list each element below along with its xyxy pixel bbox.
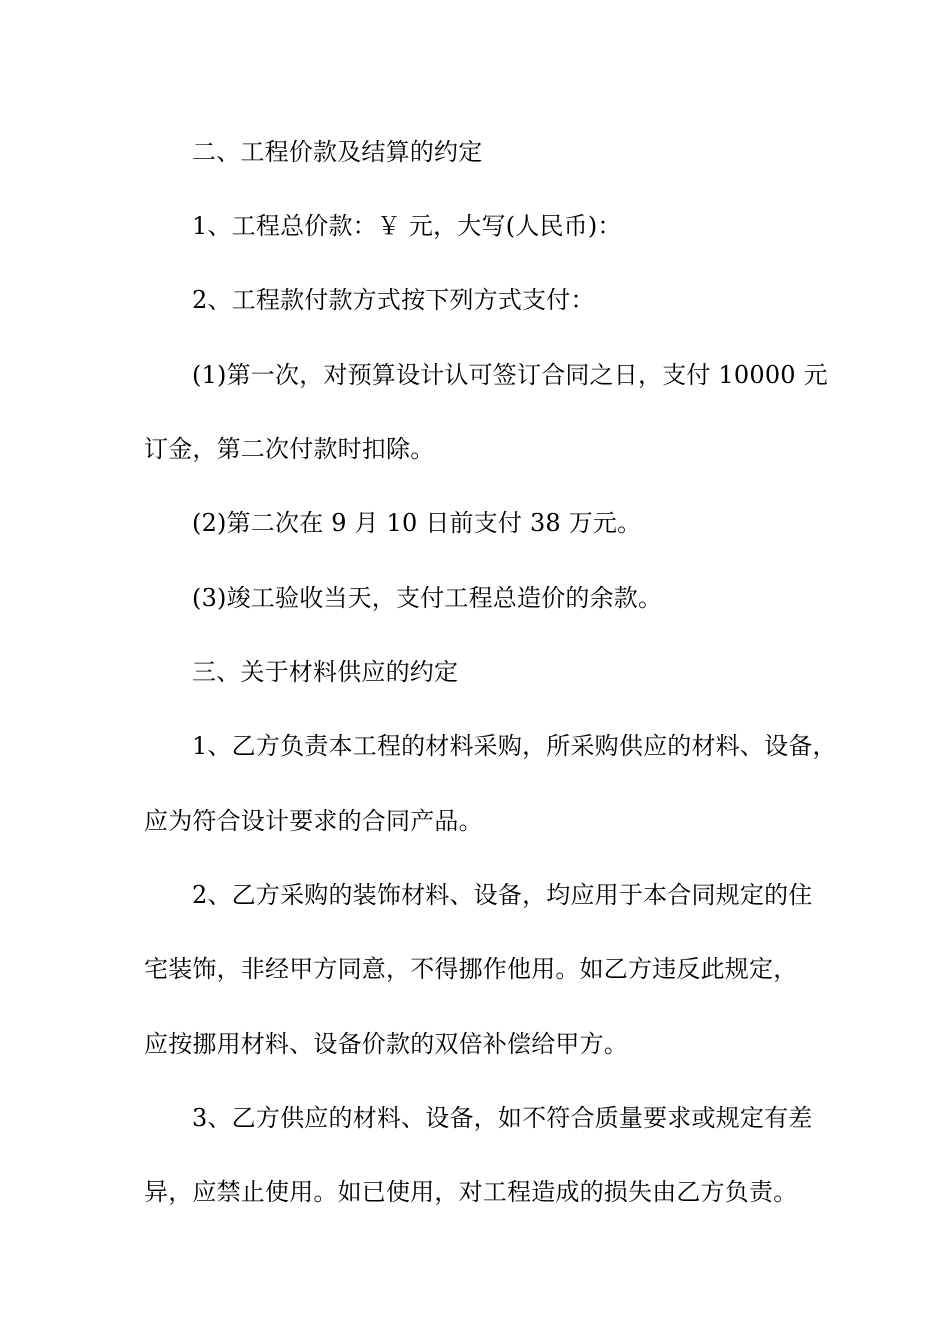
paragraph-material-use: 2、乙方采购的装饰材料、设备，均应用于本合同规定的住 (192, 881, 813, 909)
paragraph-total-price: 1、工程总价款：￥ 元，大写(人民币)： (192, 212, 622, 240)
paragraph-material-use-compensation: 应按挪用材料、设备价款的双倍补偿给甲方。 (144, 1030, 628, 1058)
section-heading-material-supply: 三、关于材料供应的约定 (192, 658, 459, 686)
paragraph-first-payment: (1)第一次，对预算设计认可签订合同之日，支付 10000 元 (192, 361, 828, 389)
paragraph-material-procurement-continued: 应为符合设计要求的合同产品。 (144, 807, 483, 835)
paragraph-second-payment: (2)第二次在 9 月 10 日前支付 38 万元。 (192, 509, 642, 537)
paragraph-payment-method: 2、工程款付款方式按下列方式支付： (192, 286, 595, 314)
paragraph-material-quality: 3、乙方供应的材料、设备，如不符合质量要求或规定有差 (192, 1104, 813, 1132)
paragraph-final-payment: (3)竣工验收当天，支付工程总造价的余款。 (192, 584, 663, 612)
paragraph-material-quality-continued: 异，应禁止使用。如已使用，对工程造成的损失由乙方负责。 (144, 1178, 798, 1206)
paragraph-material-use-continued: 宅装饰，非经甲方同意，不得挪作他用。如乙方违反此规定， (144, 955, 798, 983)
paragraph-material-procurement: 1、乙方负责本工程的材料采购，所采购供应的材料、设备， (192, 732, 837, 760)
section-heading-price-settlement: 二、工程价款及结算的约定 (192, 138, 483, 166)
paragraph-first-payment-continued: 订金，第二次付款时扣除。 (144, 435, 435, 463)
